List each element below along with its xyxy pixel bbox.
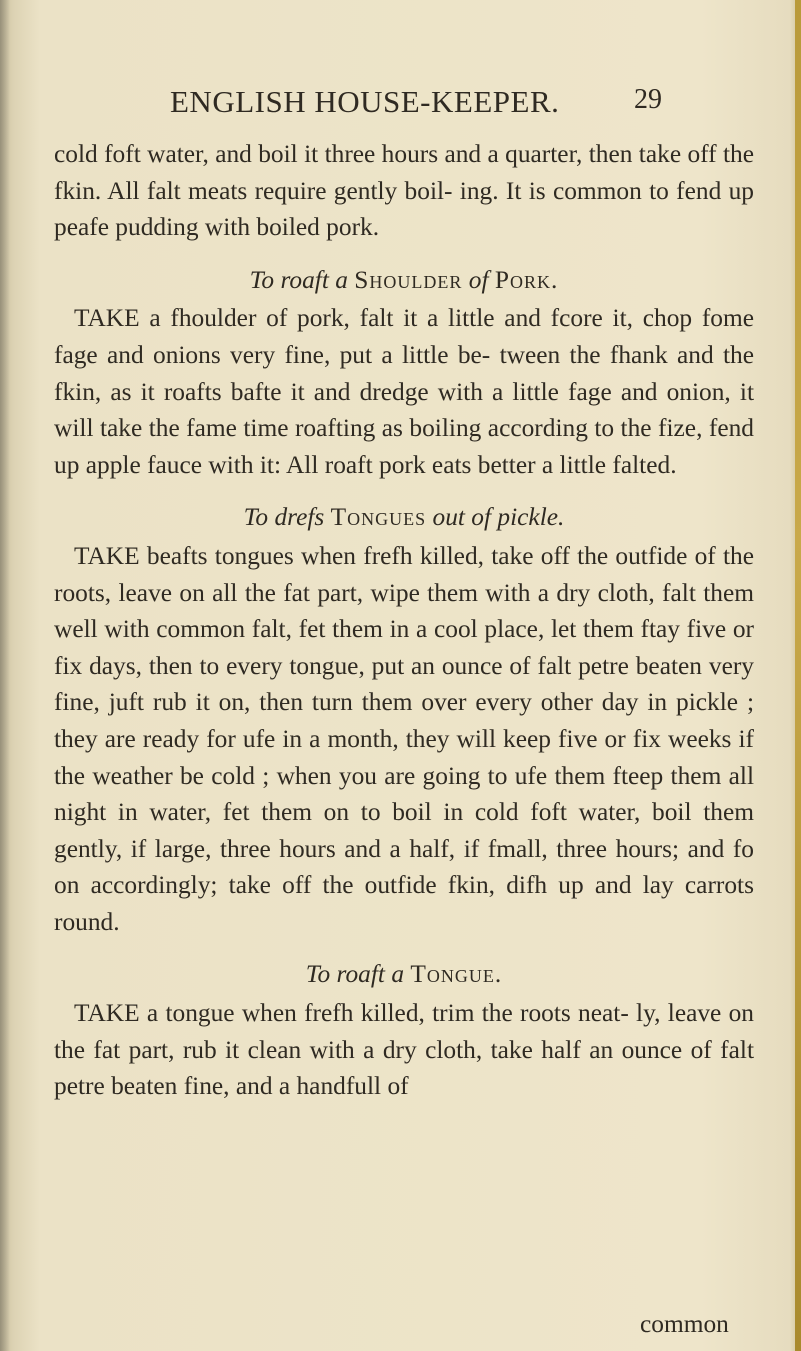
page-header	[0, 84, 801, 124]
gutter-shadow	[0, 0, 10, 1351]
heading-mid: of	[468, 265, 489, 294]
heading-smallcaps: Tongues	[330, 503, 427, 532]
recipe-heading-roast-tongue	[54, 940, 754, 995]
recipe-heading-tongues	[54, 483, 754, 538]
heading-smallcaps-2: Pork.	[494, 265, 559, 294]
recipe-paragraph-tongues: TAKE beafts tongues when frefh killed, take off the outfide of the roots, leave on all the fat part, wipe them with a dry cloth, falt them well with common falt, fet them in a cool place, let them ftay five or fix days, then to every tongue, put an ounce of falt petre beaten very fine, juft rub it on, then turn them over every other day in pickle ; they are ready for ufe in a month, they will keep five or fix weeks if the weather be cold ; when you are going to ufe them fteep them all night in water, fet them on to boil in cold foft water, boil them gently, if large, three hours and a half, if fmall, three hours; and fo on accordingly; take off the outfide fkin, difh up and lay carrots round.	[54, 541, 754, 936]
page-body	[54, 136, 754, 1105]
heading-smallcaps: Tongue.	[410, 960, 503, 989]
heading-prefix: To roaft a	[249, 265, 348, 294]
heading-smallcaps: Shoulder	[354, 265, 463, 294]
page-number: 29	[634, 84, 662, 115]
recipe-paragraph-roast-tongue: TAKE a tongue when frefh killed, trim the roots neat- ly, leave on the fat part, rub it clean with a dry cloth, take half an ounce of falt petre beaten fine, and a handfull of	[54, 999, 754, 1101]
recipe-paragraph-shoulder-of-pork: TAKE a fhoulder of pork, falt it a little and fcore it, chop fome fage and onions very fine, put a little be- tween the fhank and the fkin, as it roafts bafte it and dredge with a little fage and onion, it will take the fame time roafting as boiling according to the fize, fend up apple fauce with it: All roaft pork eats better a little falted.	[54, 304, 754, 479]
running-title: ENGLISH HOUSE-KEEPER.	[170, 84, 560, 119]
heading-mid: out of pickle.	[432, 503, 565, 532]
recipe-heading-shoulder-of-pork	[54, 246, 754, 301]
heading-prefix: To drefs	[243, 503, 325, 532]
catchword: common	[640, 1310, 729, 1338]
paragraph-continued: cold foft water, and boil it three hours and a quarter, then take off the fkin. All falt meats require gently boil- ing. It is common to fend up peafe pudding with boiled pork.	[54, 140, 754, 242]
page-edge	[795, 0, 801, 1351]
heading-prefix: To roaft a	[305, 960, 405, 989]
